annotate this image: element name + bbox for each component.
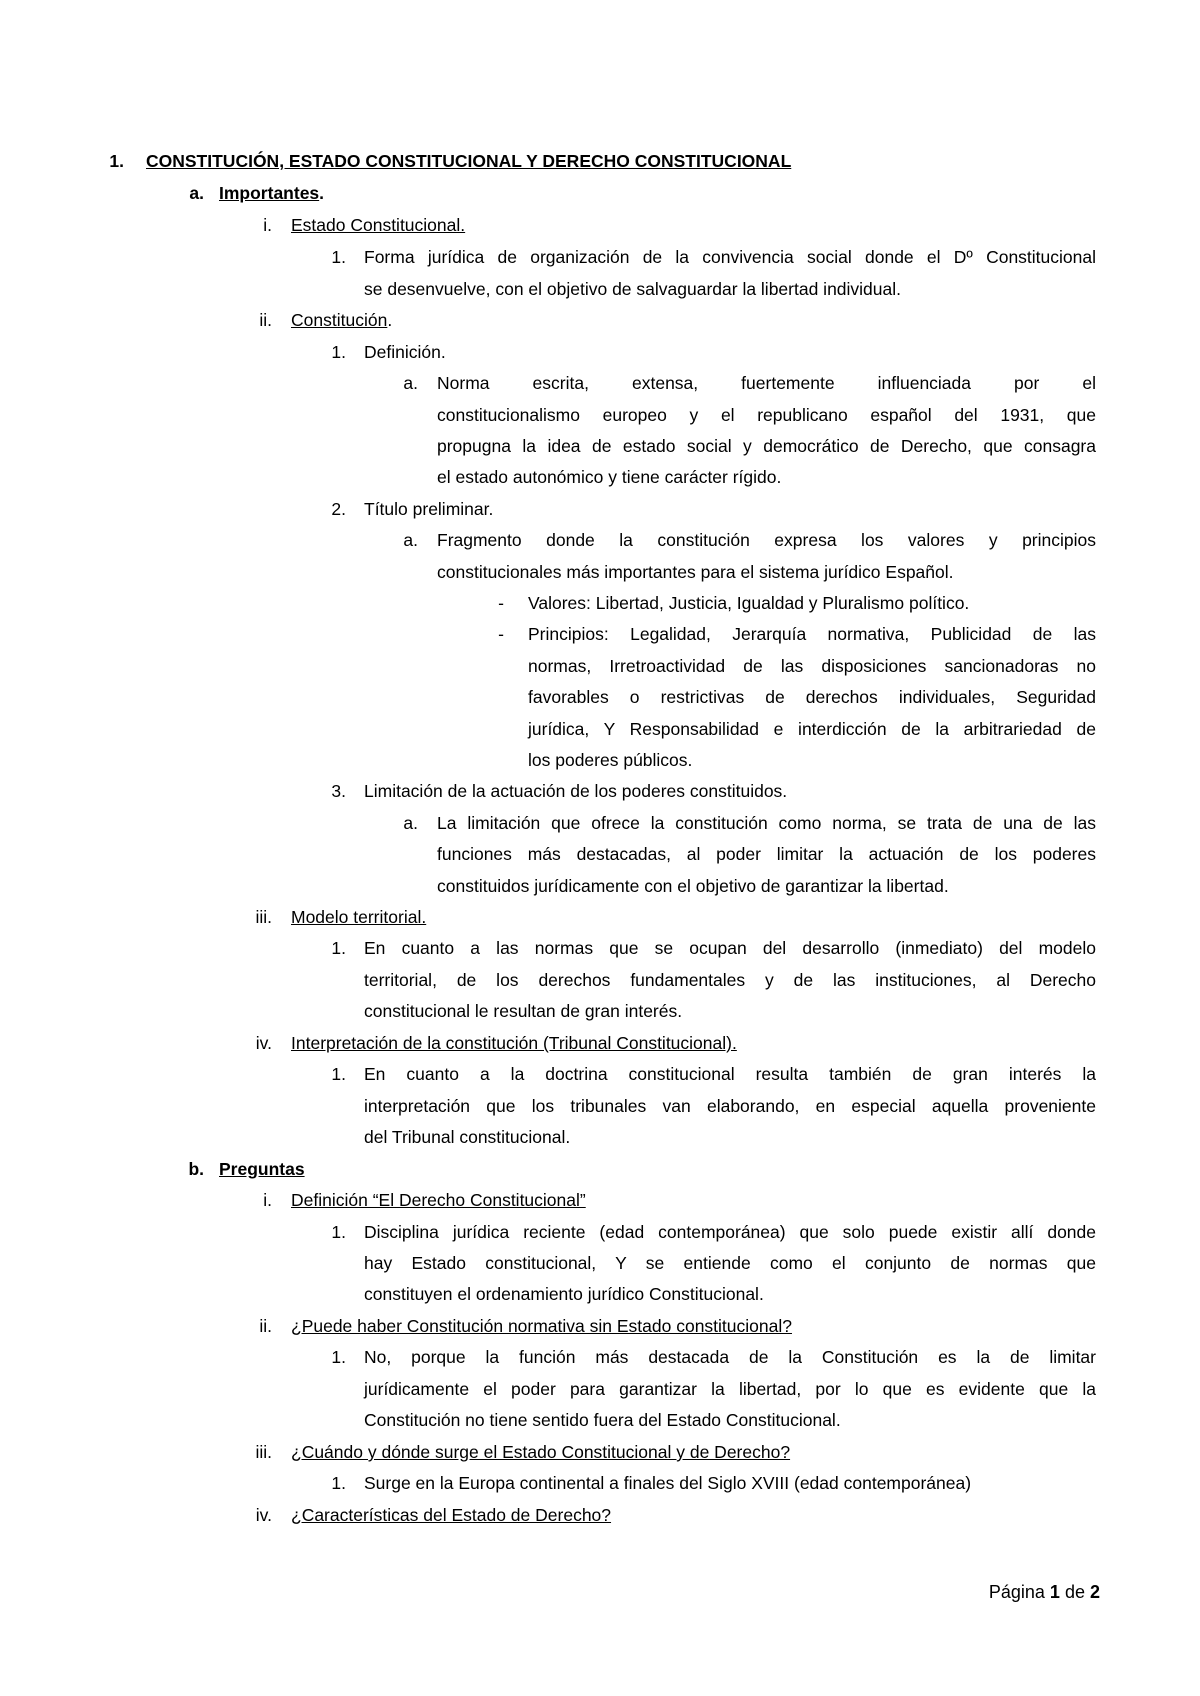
section-a-letter: a. <box>189 183 204 203</box>
section-b-letter: b. <box>188 1159 204 1179</box>
item-a-ii-title: Constitución <box>291 310 388 330</box>
item-b-iii-title: ¿Cuándo y dónde surge el Estado Constitucional y de Derecho? <box>291 1442 791 1462</box>
current-page-number: 1 <box>1049 1582 1060 1602</box>
item-a-iii-title: Modelo territorial. <box>291 907 427 927</box>
item-b-ii-title: ¿Puede haber Constitución normativa sin Estado constitucional? <box>291 1316 792 1336</box>
section-b-title: Preguntas <box>219 1159 305 1179</box>
item-a-iv-title: Interpretación de la constitución (Tribunal Constitucional). <box>291 1033 737 1053</box>
document-page: 1. CONSTITUCIÓN, ESTADO CONSTITUCIONAL Y DERECHO CONSTITUCIONAL a. Importantes. i. Estado Constitucional. 1. Forma jurídica de organización de la convivencia social donde el Dº Constitucional se desenvuelve, con el objetivo de salvaguardar la libertad individual. ii. Constitución. 1. Definición. a. Norma escrita, extensa, fuertemente influenciada por el constitucionalismo europeo y el republicano español del 1931, que propugna la idea de estado social y democrático de Derecho, que consagra el estado autonómico y tiene carácter rígido. 2. Título preliminar. a. Fragmento donde la constitución expresa los valores y principios constitucionales más importantes para el sistema jurídico Español. - Valores: Libertad, Justicia, Igualdad y Pluralismo político. - Principios: Legalidad, Jerarquía normativa, Publicidad de las normas, Irretroactividad de las disposiciones sancionadoras no favorables o restrictivas de derechos individuales, Seguridad jurídica, Y Responsabilidad e interdicción de la arbitrariedad de los poderes públicos. 3. Limitación de la actuación de los poderes constituidos. a. La limitación que ofrece la constitución como norma, se trata de una de las funciones más destacadas, al poder limitar la actuación de los poderes constituidos jurídicamente con el objetivo de garantizar la libertad. iii. Modelo territorial. 1. En cuanto a las normas que se ocupan del desarrollo (inmediato) del modelo territorial, de los derechos fundamentales y de las instituciones, al Derecho constitucional le resultan de gran interés. iv. Interpretación de la constitución (Tribunal Constitucional). 1. En cuanto a la doctrina constitucional resulta también de gran interés la interpretación que los tribunales van elaborando, en especial aquella proveniente del Tribunal constitucional. b. Preguntas i. Definición “El Derecho Constitucional” 1. Disciplina jurídica reciente (edad contemporánea) que solo puede existir allí donde hay Estado constitucional, Y se entiende como el conjunto de normas que constituyen el ordenamiento jurídico Constitucional. ii. ¿Puede haber Constitución normativa sin Estado constitucional? 1. No, porque la función más destacada de la Constitución es la de limitar jurídicamente el poder para garantizar la libertad, por lo que es evidente que la Constitución no tiene sentido fuera del Estado Constitucional. iii. ¿Cuándo y dónde surge el Estado Constitucional y de Derecho? 1. Surge en la Europa continental a finales del Siglo XVIII (edad contemporánea) iv. ¿Características del Estado de Derecho? Página 1 de 2 <box>0 0 1200 1696</box>
heading-number: 1. <box>109 151 124 171</box>
section-a-title: Importantes <box>219 183 320 203</box>
page-number-footer: Página 1 de 2 <box>988 1582 1100 1602</box>
item-a-i-title: Estado Constitucional. <box>291 215 466 235</box>
item-b-i-title: Definición “El Derecho Constitucional” <box>291 1190 586 1210</box>
heading-title: CONSTITUCIÓN, ESTADO CONSTITUCIONAL Y DERECHO CONSTITUCIONAL <box>146 151 792 171</box>
item-b-iv-title: ¿Características del Estado de Derecho? <box>291 1505 612 1525</box>
total-pages-number: 2 <box>1089 1582 1100 1602</box>
